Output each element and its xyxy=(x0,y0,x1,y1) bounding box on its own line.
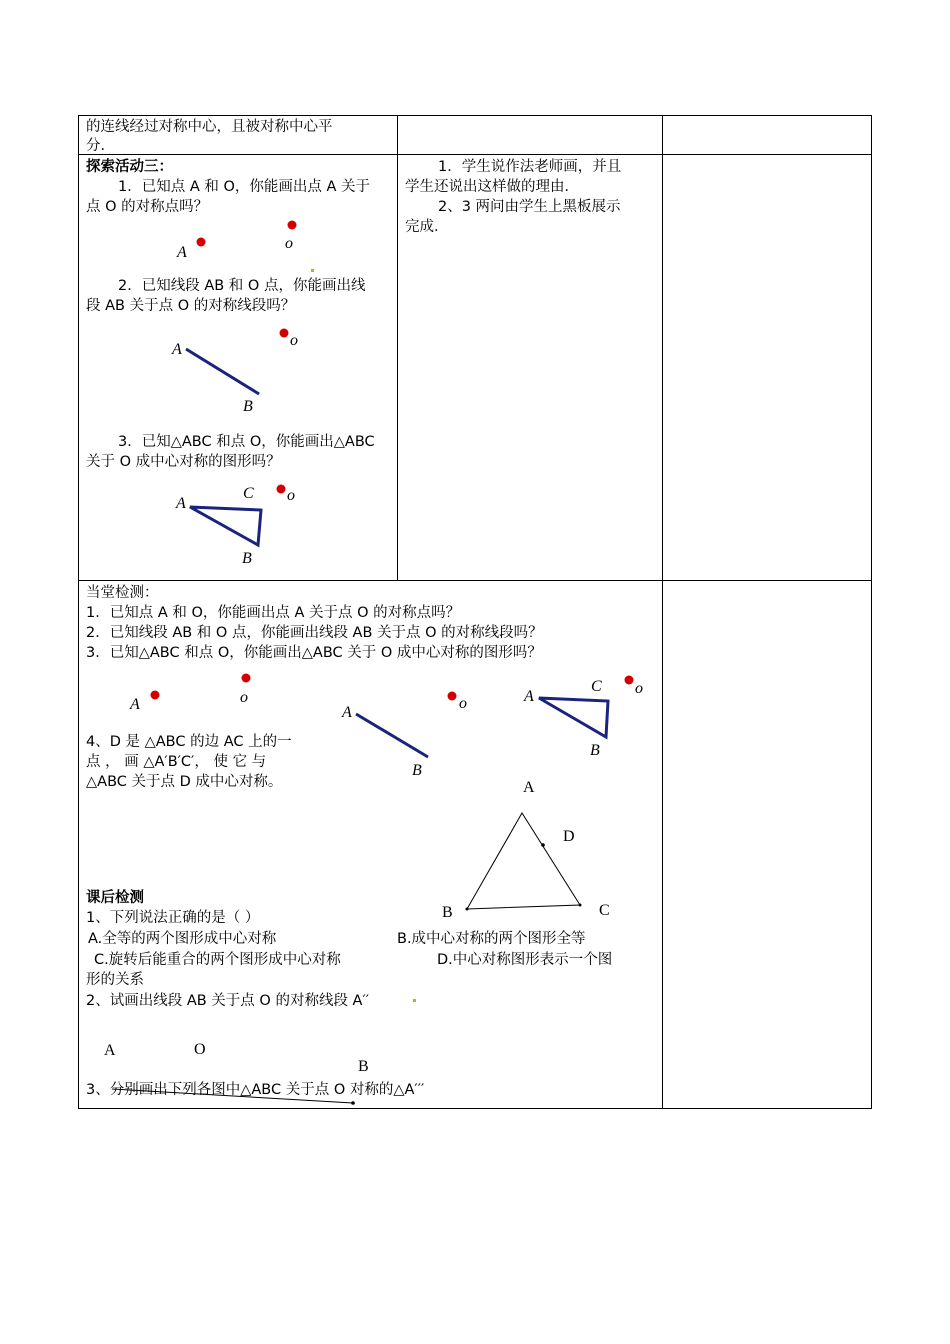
check-segment-ab xyxy=(356,714,428,757)
point-a-dot xyxy=(197,238,206,247)
check-tri-o-dot xyxy=(625,676,634,685)
check-tri-label-c: C xyxy=(591,678,602,695)
point-o-dot xyxy=(288,221,297,230)
activity3-q3-line1: 3．已知△ABC 和点 O，你能画出△ABC xyxy=(118,434,375,450)
yellow-mark xyxy=(413,999,416,1002)
triangle-abc xyxy=(190,507,261,545)
segment-label-b: B xyxy=(243,398,253,415)
after-q3: 3、分别画出下列各图中△ABC 关于点 O 对称的△A′′′ xyxy=(86,1082,425,1098)
check-tri-label-o: o xyxy=(635,680,643,697)
segment-ab xyxy=(186,349,259,394)
after-opt-b: B.成中心对称的两个图形全等 xyxy=(397,931,586,947)
after-opt-d: D.中心对称图形表示一个图 xyxy=(437,952,613,968)
big-tri-label-a: A xyxy=(523,779,535,796)
after-label-o: O xyxy=(194,1041,206,1058)
big-triangle-d-dot xyxy=(541,843,545,847)
after-opt-a: A.全等的两个图形成中心对称 xyxy=(88,931,277,947)
after-label-b: B xyxy=(358,1058,369,1075)
activity3-q2-line1: 2．已知线段 AB 和 O 点，你能画出线 xyxy=(118,278,366,294)
after-q2: 2、试画出线段 AB 关于点 O 的对称线段 A′′ xyxy=(86,993,370,1009)
after-segment-b-dot xyxy=(351,1101,355,1105)
after-label-a: A xyxy=(104,1042,116,1059)
check-seg-o-dot xyxy=(448,692,457,701)
after-opt-d-cont: 形的关系 xyxy=(86,972,144,988)
point-label-o: o xyxy=(285,235,293,252)
after-q1: 1、下列说法正确的是（ ） xyxy=(86,910,260,926)
activity3-q1-line2: 点 O 的对称点吗？ xyxy=(86,199,209,215)
check-q2: 2．已知线段 AB 和 O 点，你能画出线段 AB 关于点 O 的对称线段吗？ xyxy=(86,625,543,641)
check-label-a: A xyxy=(130,696,140,713)
big-tri-label-b: B xyxy=(442,904,453,921)
check-point-a-dot xyxy=(151,691,160,700)
row1-text-line1: 的连线经过对称中心，且被对称中心平 xyxy=(86,119,333,135)
yellow-mark xyxy=(311,269,314,272)
check-seg-label-b: B xyxy=(412,762,422,779)
check-triangle-abc xyxy=(539,698,608,737)
check-q4-line2: 点 ， 画 △A′B′C′， 使 它 与 xyxy=(86,754,267,770)
check-title: 当堂检测： xyxy=(86,585,159,601)
segment-label-o: o xyxy=(290,332,298,349)
triangle-label-b: B xyxy=(242,550,252,567)
segment-o-dot xyxy=(280,329,289,338)
activity3-q3-line2: 关于 O 成中心对称的图形吗？ xyxy=(86,454,281,470)
after-segment xyxy=(112,1089,353,1103)
teacher-line4: 完成． xyxy=(405,219,449,235)
check-tri-label-b: B xyxy=(590,742,600,759)
point-label-a: A xyxy=(177,244,187,261)
check-q4-line1: 4、D 是 △ABC 的边 AC 上的一 xyxy=(86,734,292,750)
big-tri-label-c: C xyxy=(599,902,610,919)
activity3-title: 探索活动三： xyxy=(86,159,173,175)
big-tri-label-d: D xyxy=(563,828,575,845)
triangle-label-a: A xyxy=(176,495,186,512)
triangle-label-c: C xyxy=(243,485,254,502)
after-opt-c: C.旋转后能重合的两个图形成中心对称 xyxy=(94,952,341,968)
check-seg-label-o: o xyxy=(459,695,467,712)
big-triangle-abc xyxy=(467,813,580,909)
check-q1: 1．已知点 A 和 O，你能画出点 A 关于点 O 的对称点吗？ xyxy=(86,605,461,621)
big-triangle-c-dot xyxy=(579,904,582,907)
triangle-o-dot xyxy=(277,485,286,494)
check-seg-label-a: A xyxy=(342,704,352,721)
triangle-label-o: o xyxy=(287,487,295,504)
check-tri-label-a: A xyxy=(524,688,534,705)
big-triangle-b-dot xyxy=(466,908,469,911)
check-q3: 3．已知△ABC 和点 O，你能画出△ABC 关于 O 成中心对称的图形吗？ xyxy=(86,645,542,661)
teacher-line3: 2、3 两问由学生上黑板展示 xyxy=(438,199,621,215)
after-title: 课后检测 xyxy=(86,890,144,906)
teacher-line2: 学生还说出这样做的理由． xyxy=(405,179,579,195)
teacher-line1: 1．学生说作法老师画，并且 xyxy=(438,159,622,175)
activity3-q2-line2: 段 AB 关于点 O 的对称线段吗？ xyxy=(86,298,296,314)
segment-label-a: A xyxy=(172,341,182,358)
check-label-o: o xyxy=(240,689,248,706)
row1-text-line2: 分． xyxy=(86,138,115,154)
check-q4-line3: △ABC 关于点 D 成中心对称。 xyxy=(86,774,283,790)
activity3-q1-line1: 1．已知点 A 和 O，你能画出点 A 关于 xyxy=(118,179,371,195)
check-point-o-dot xyxy=(242,674,251,683)
